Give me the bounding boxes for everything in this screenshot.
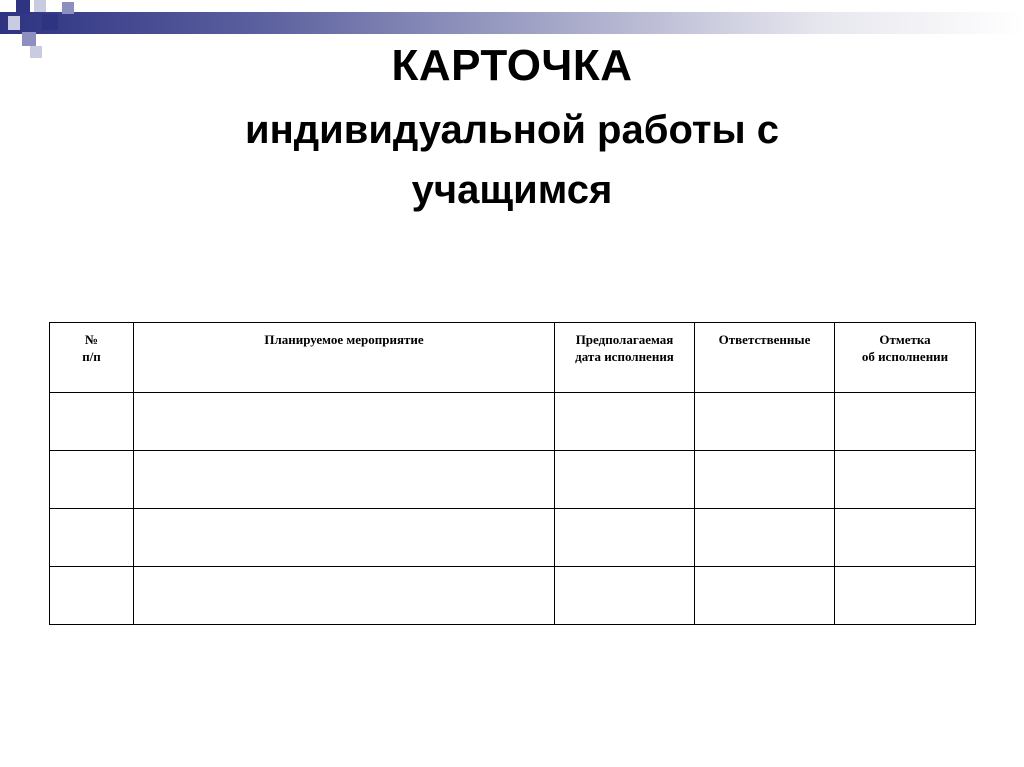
table-cell[interactable]	[695, 393, 835, 451]
column-header-planned-event	[134, 323, 555, 393]
title-block	[0, 36, 1024, 220]
table-cell[interactable]	[134, 509, 555, 567]
table-header-row	[50, 323, 976, 393]
decor-square	[16, 0, 30, 14]
table-row	[50, 451, 976, 509]
table-row	[50, 509, 976, 567]
table-cell[interactable]	[134, 393, 555, 451]
header-line: Планируемое мероприятие	[264, 332, 424, 347]
table-cell[interactable]	[695, 451, 835, 509]
header-line: дата исполнения	[575, 349, 674, 364]
table-cell[interactable]	[835, 567, 976, 625]
column-header-due-date	[555, 323, 695, 393]
table-cell[interactable]	[134, 567, 555, 625]
table-cell[interactable]	[555, 509, 695, 567]
column-header-responsible	[695, 323, 835, 393]
header-line: Ответственные	[718, 332, 811, 347]
table-cell[interactable]	[50, 509, 134, 567]
table-cell[interactable]	[50, 393, 134, 451]
table-cell[interactable]	[555, 451, 695, 509]
table-cell[interactable]	[835, 509, 976, 567]
table-cell[interactable]	[695, 509, 835, 567]
decor-square	[42, 14, 58, 30]
table-cell[interactable]	[695, 567, 835, 625]
decor-square	[34, 0, 46, 12]
page-subtitle: индивидуальной работы с учащимся	[245, 108, 779, 212]
decor-square	[8, 16, 20, 30]
table-cell[interactable]	[50, 451, 134, 509]
table-cell[interactable]	[835, 451, 976, 509]
table-cell[interactable]	[555, 567, 695, 625]
table-row	[50, 567, 976, 625]
header-line: №	[84, 332, 99, 347]
column-header-completion-mark	[835, 323, 976, 393]
header-band	[0, 12, 1024, 34]
table-cell[interactable]	[835, 393, 976, 451]
table-cell[interactable]	[50, 567, 134, 625]
decor-square	[62, 2, 74, 14]
header-line: п/п	[82, 349, 101, 364]
table-cell[interactable]	[555, 393, 695, 451]
header-line: Отметка	[879, 332, 931, 347]
table-cell[interactable]	[134, 451, 555, 509]
page-title: КАРТОЧКА	[391, 41, 633, 90]
individual-work-table	[49, 322, 976, 625]
column-header-number	[50, 323, 134, 393]
table-row	[50, 393, 976, 451]
header-line: Предполагаемая	[575, 332, 674, 347]
header-line: об исполнении	[861, 349, 949, 364]
